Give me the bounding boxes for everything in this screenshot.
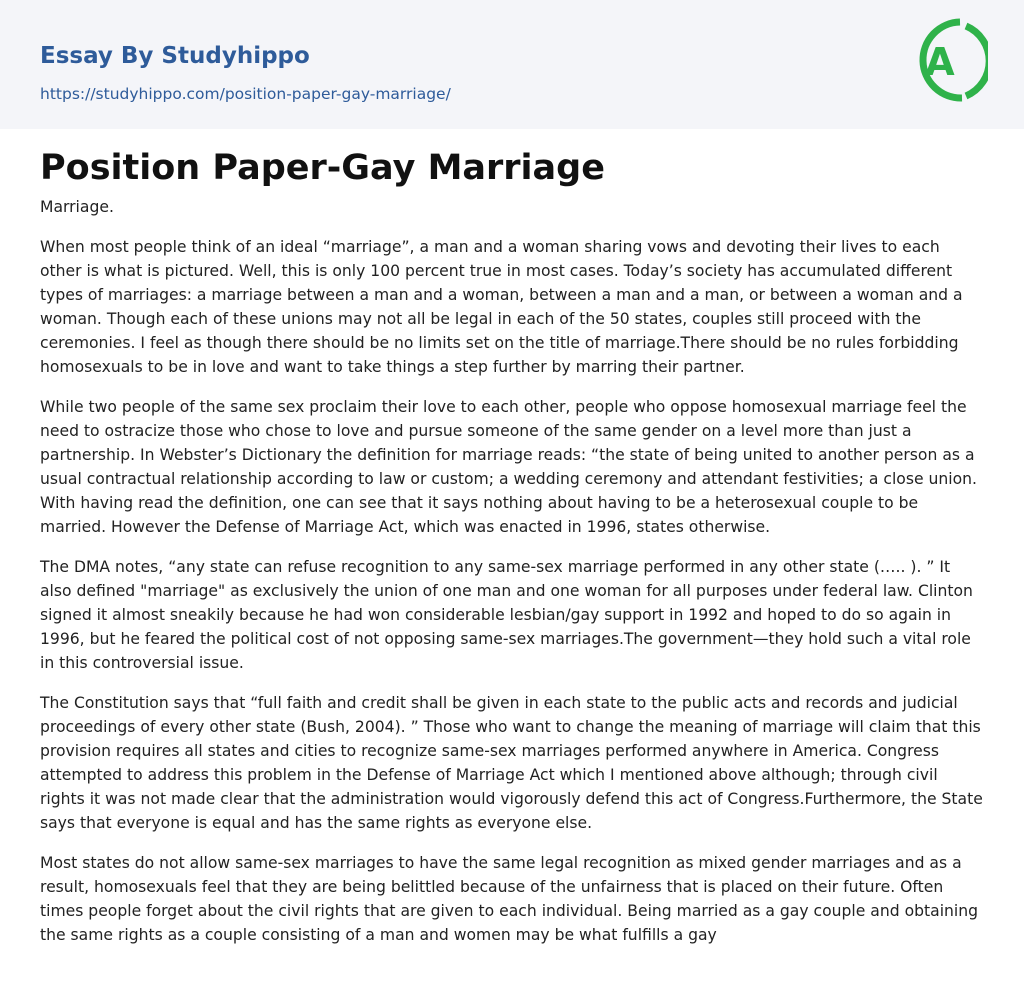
paragraph: When most people think of an ideal “marriage”, a man and a woman sharing vows and devoting their lives to each other is what is pictured. Well, this is only 100 percent true in most cases. Today’s society has accumulated different types of marriages: a marriage between a man and a woman, between a man and a man, or between a woman and a woman. Though each of these unions may not all be legal in each of the 50 states, couples still proceed with the ceremonies. I feel as though there should be no limits set on the title of marriage.There should be no rules forbidding homosexuals to be in love and want to take things a step further by marring their partner. xyxy=(40,238,963,376)
site-header xyxy=(0,0,1024,129)
paragraph: While two people of the same sex proclaim their love to each other, people who oppose homosexual marriage feel the need to ostracize those who chose to love and pursue someone of the same gender on a level more than just a partnership. In Webster’s Dictionary the definition for marriage reads: “the state of being united to another person as a usual contractual relationship according to law or custom; a wedding ceremony and attendant festivities; a close union. With having read the definition, one can see that it says nothing about having to be a heterosexual couple to be married. However the Defense of Marriage Act, which was enacted in 1996, states otherwise. xyxy=(40,398,977,536)
paragraph: The Constitution says that “full faith and credit shall be given in each state to the public acts and records and judicial proceedings of every other state (Bush, 2004). ” Those who want to change the meaning of marriage will claim that this provision requires all states and cities to recognize same-sex marriages performed anywhere in America. Congress attempted to address this problem in the Defense of Marriage Act which I mentioned above although; through civil rights it was not made clear that the administration would vigorously defend this act of Congress.Furthermore, the State says that everyone is equal and has the same rights as everyone else. xyxy=(40,694,983,832)
page-title: Position Paper-Gay Marriage xyxy=(40,148,605,188)
studyhippo-logo-icon[interactable] xyxy=(910,18,988,106)
paragraph: The DMA notes, “any state can refuse recognition to any same-sex marriage performed in any other state (….. ). ” It also defined "marriage" as exclusively the union of one man and one woman for all purposes under federal law. Clinton signed it almost sneakily because he had won considerable lesbian/gay support in 1992 and hoped to do so again in 1996, but he feared the political cost of not opposing same-sex marriages.The government—they hold such a vital role in this controversial issue. xyxy=(40,558,973,672)
article xyxy=(40,143,984,963)
site-title[interactable]: Essay By Studyhippo xyxy=(40,43,310,69)
logo-letter: A xyxy=(925,40,955,84)
paragraph: Marriage. xyxy=(40,198,114,216)
paragraph: Most states do not allow same-sex marriages to have the same legal recognition as mixed gender marriages and as a result, homosexuals feel that they are being belittled because of the unfairness that is placed on their future. Often times people forget about the civil rights that are given to each individual. Being married as a gay couple and obtaining the same rights as a couple consisting of a man and women may be what fulfills a gay xyxy=(40,854,979,944)
page-url-link[interactable]: https://studyhippo.com/position-paper-gay-marriage/ xyxy=(40,85,451,103)
